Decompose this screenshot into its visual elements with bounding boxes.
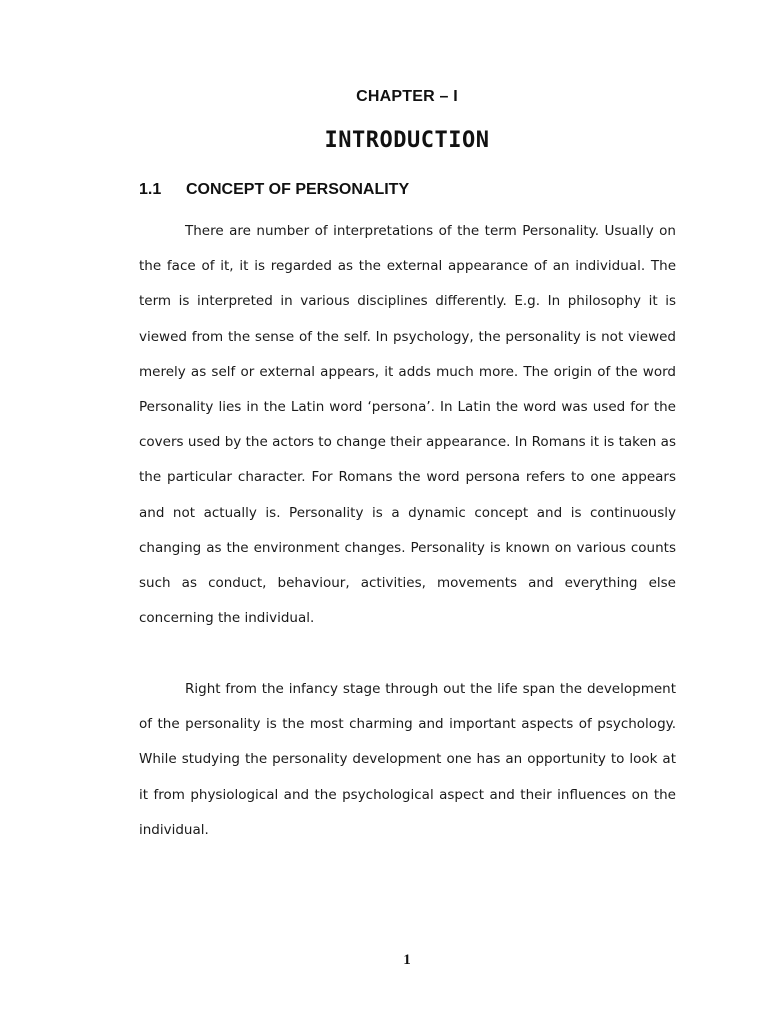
chapter-label: CHAPTER – I (356, 88, 458, 105)
body-paragraph: Right from the infancy stage through out the life span the development of the personality is the most charming and important aspects of psychology. While studying the personality development one has an opportunity to look at it from physiological and the psychological aspect and their influences on the individual. (139, 681, 676, 838)
section-title: CONCEPT OF PERSONALITY (186, 181, 410, 198)
body-paragraph: There are number of interpretations of the term Personality. Usually on the face of it, it is regarded as the external appearance of an individual. The term is interpreted in various disciplines differently. E.g. In philosophy it is viewed from the sense of the self. In psychology, the personality is not viewed merely as self or external appears, it adds much more. The origin of the word Personality lies in the Latin word ‘persona’. In Latin the word was used for the covers used by the actors to change their appearance. In Romans it is taken as the particular character. For Romans the word persona refers to one appears and not actually is. Personality is a dynamic concept and is continuously changing as the environment changes. Personality is known on various counts such as conduct, behaviour, activities, movements and everything else concerning the individual. (139, 223, 676, 627)
section-number: 1.1 (139, 181, 162, 198)
section-heading (139, 181, 409, 199)
page-number: 1 (403, 952, 411, 968)
page-title: INTRODUCTION (324, 128, 490, 153)
